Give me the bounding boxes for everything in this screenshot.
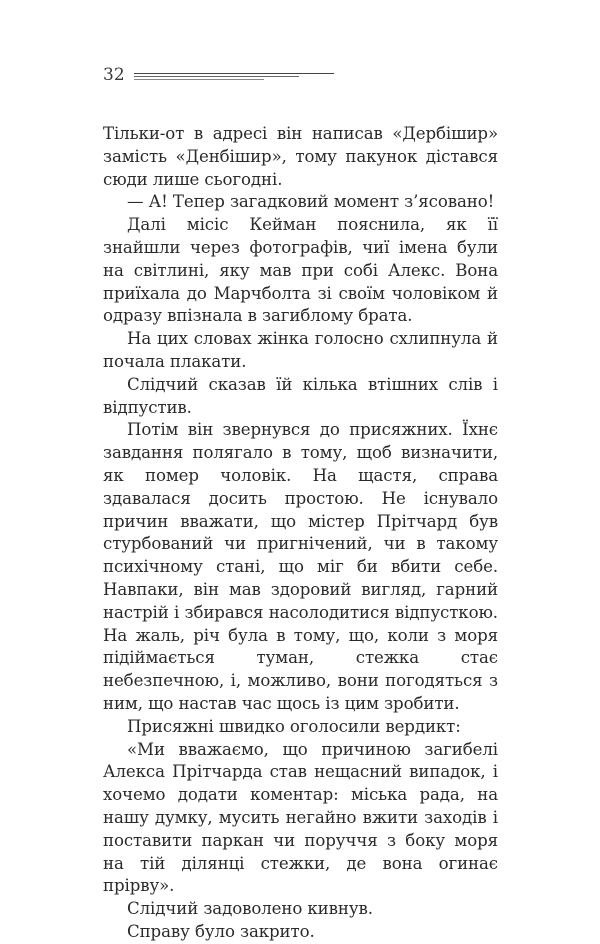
paragraph: Далі місіс Кейман пояснила, як її знайшли через фотографів, чиї імена були на світлині, яку мав при собі Алекс. Вона приїхала до Марчболта зі своїм чоловіком й одразу впізнала в загиблому брата. (103, 215, 498, 326)
header-rule-line (134, 79, 264, 80)
header-rule-line (134, 76, 299, 77)
paragraph: Потім він звернувся до присяжних. Їхнє завдання полягало в тому, щоб визначити, як помер чоловік. На щастя, справа здавалася досить простою. Не існувало причин вважати, що містер Прітчард був стурбований чи пригнічений, чи в такому психічному стані, що міг би вбити себе. Навпаки, він мав здоровий вигляд, гарний настрій і збирався насолодитися відпусткою. На жаль, річ була в тому, що, коли з моря підіймається туман, стежка стає небезпечною, і, можливо, вони погодяться з ним, що настав час щось із цим зробити. (103, 420, 498, 713)
paragraph: Присяжні швидко оголосили вердикт: (127, 716, 461, 736)
paragraph: Справу було закрито. (127, 921, 315, 941)
paragraph: На цих словах жінка голосно схлипнула й почала плакати. (103, 329, 498, 371)
paragraph: «Ми вважаємо, що причиною загибелі Алекса Прітчарда став нещасний випадок, і хочемо додати коментар: міська рада, на нашу думку, мусить негайно вжити заходів і поставити паркан чи поруччя з боку моря на тій ділянці стежки, де вона огинає прірву». (103, 739, 498, 896)
body-text (103, 123, 498, 944)
paragraph: Слідчий сказав їй кілька втішних слів і відпустив. (103, 374, 498, 417)
header-decorative-rule (134, 73, 334, 81)
paragraph: Тільки-от в адресі він написав «Дербішир» замість «Денбішир», тому пакунок дістався сюди лише сьогодні. (103, 124, 498, 189)
header-rule-line (134, 73, 334, 74)
page-number: 32 (103, 65, 125, 85)
paragraph: Слідчий задоволено кивнув. (127, 899, 373, 919)
paragraph: — А! Тепер загадковий момент з’ясовано! (127, 192, 495, 212)
